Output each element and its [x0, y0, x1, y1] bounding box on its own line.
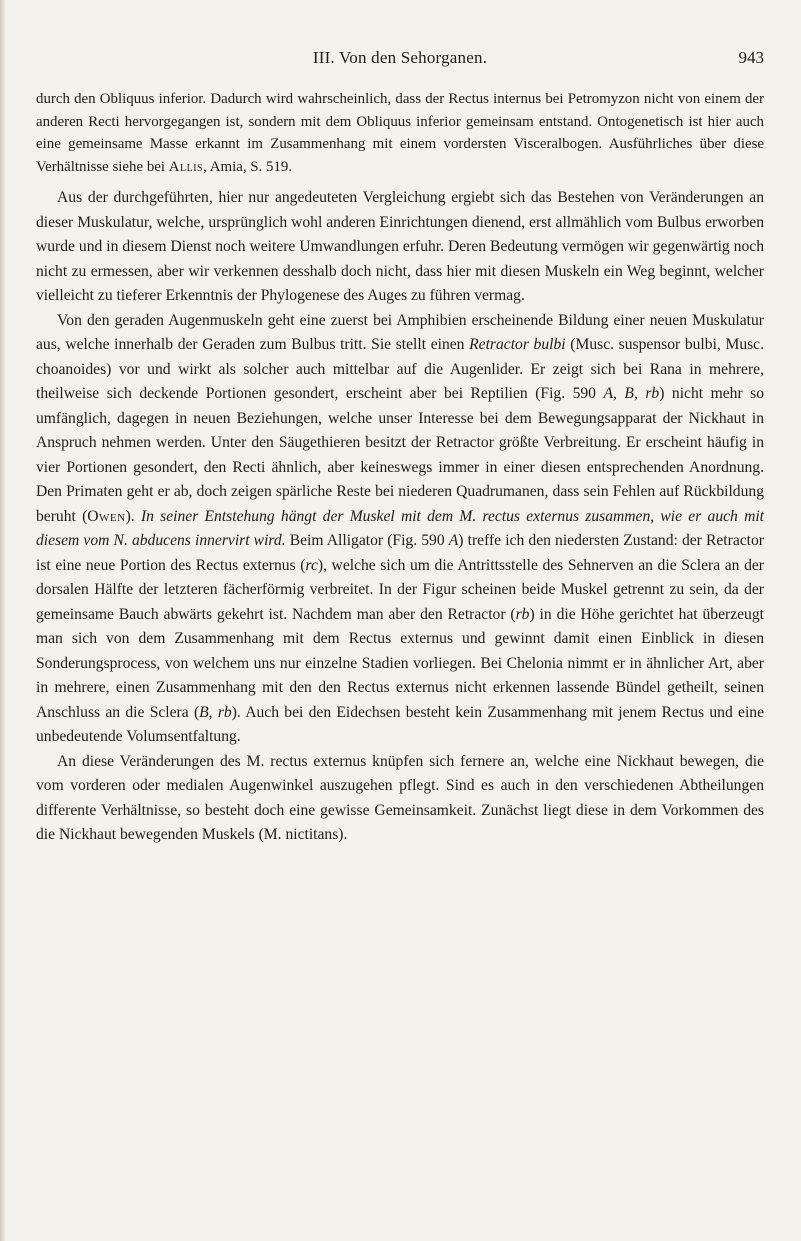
paragraph-1-text-a: durch den Obliquus inferior. Dadurch wird wahrscheinlich, dass der Rectus internus bei Petromyzon nicht von einem der anderen Recti hervorgegangen ist, sondern mit dem Obliquus inferior gemeinsam entstand. Ontogenetisch ist hier auch eine gemeinsame Masse erkannt im Zusammenhang mit einem vordersten Visceralbogen. Ausführliches über diese Verhältnisse siehe bei	[36, 91, 764, 175]
page-edge-shadow	[0, 0, 6, 1241]
paragraph-1	[36, 88, 764, 178]
p3-italic-rb: rb	[645, 385, 660, 402]
p3-text-9: ), welche sich um die Antrittsstelle des Sehnerven an die Sclera an der dorsalen Hälfte der letzteren fächerförmig verbreitet. In der Figur scheinen beide Muskel getrennt zu sein, da der gemeinsame Bauch abwärts gekehrt ist. Nachdem man aber den Retractor (	[36, 556, 764, 623]
p3-italic-rb-2: rb	[515, 605, 530, 623]
p3-text-7: Beim Alligator (Fig. 590	[285, 532, 449, 549]
p3-text-8: ) treffe ich den niedersten Zustand: der Retractor ist eine neue Portion des Rectus externus (	[36, 532, 764, 574]
p3-italic-statement: In seiner Entstehung hängt der Muskel mit dem M. rectus externus zusammen, wie er auch mit diesem vom N. abducens innervirt wird.	[36, 507, 765, 549]
p3-text-11: ,	[208, 703, 218, 721]
p3-italic-retractor-bulbi: Retractor bulbi	[469, 336, 566, 353]
p3-text-2: (Musc. suspensor bulbi, Musc. choanoides) vor und wirkt als solcher auch mittelbar auf die Augenlider. Er zeigt sich bei Rana in mehrere, theilweise sich deckende Portionen gesondert, erscheint aber bei Reptilien (Fig. 590	[36, 336, 765, 402]
p3-italic-b-2: B	[199, 703, 209, 721]
p3-italic-a-2: A	[448, 532, 459, 549]
paragraph-3	[36, 309, 764, 750]
p3-italic-a: A	[603, 385, 614, 402]
p3-italic-rc: rc	[305, 556, 318, 574]
author-owen: Owen	[87, 507, 126, 525]
body-text	[36, 88, 764, 848]
paragraph-1-text-b: , Amia, S. 519.	[203, 158, 293, 175]
p3-text-12: ). Auch bei den Eidechsen besteht kein Zusammenhang mit jenem Rectus und eine unbedeutende Volumsentfaltung.	[36, 703, 764, 745]
p3-text-4: ,	[633, 385, 646, 402]
p3-text-5: ) nicht mehr so umfänglich, dagegen in neuen Beziehungen, welche unser Interesse bei dem Bewegungsapparat der Nickhaut in Anspruch nehmen werden. Unter den Säugethieren besitzt der Retractor größte Verbreitung. Er erscheint häufig in vier Portionen gesondert, den Recti ähnlich, aber keineswegs immer in einer diesen entsprechenden Anordnung. Den Primaten geht er ab, doch zeigen spärliche Reste bei niederen Quadrumanen, dass sein Fehlen auf Rückbildung beruht (	[36, 385, 765, 525]
chapter-title: III. Von den Sehorganen.	[312, 48, 488, 67]
paragraph-2: Aus der durchgeführten, hier nur angedeuteten Vergleichung ergiebt sich das Bestehen von Veränderungen an dieser Muskulatur, welche, ursprünglich wohl anderen Einrichtungen dienend, erst allmählich vom Bulbus erworben wurde und in diesem Dienst noch weitere Umwandlungen erfuhr. Deren Bedeutung vermögen wir gegenwärtig noch nicht zu ermessen, aber wir verkennen desshalb doch nicht, dass hier mit diesen Muskeln ein Weg beginnt, welcher vielleicht zu tieferer Erkenntnis der Phylogenese des Auges zu führen vermag.	[36, 189, 764, 304]
p3-text-3: ,	[613, 385, 625, 402]
p3-text-10: ) in die Höhe gerichtet hat überzeugt man sich von dem Zusammenhang mit dem Rectus externus und gewinnt damit einen Einblick in diesen Sonderungsprocess, von welchem uns nur einzelne Stadien vorliegen. Bei Chelonia nimmt er in ähnlicher Art, aber in mehrere, einen Zusammenhang mit den den Rectus externus nicht erkennen lassende Bündel getheilt, seinen Anschluss an die Sclera (	[36, 605, 764, 721]
p3-text-1: Von den geraden Augenmuskeln geht eine zuerst bei Amphibien erscheinende Bildung einer neuen Muskulatur aus, welche innerhalb der Geraden zum Bulbus tritt. Sie stellt einen	[36, 311, 764, 353]
p3-text-6: ).	[125, 507, 141, 525]
p3-italic-b: B	[624, 385, 634, 402]
p3-italic-rb-3: rb	[217, 703, 232, 721]
running-header	[36, 46, 764, 74]
paragraph-4: An diese Veränderungen des M. rectus externus knüpfen sich fernere an, welche eine Nickhaut bewegen, die vom vorderen oder medialen Augenwinkel auszugehen pflegt. Sind es auch in den verschiedenen Abtheilungen differente Verhältnisse, so besteht doch eine gewisse Gemeinsamkeit. Zunächst liegt diese in dem Vorkommen des die Nickhaut bewegenden Muskels (M. nictitans).	[36, 752, 764, 843]
author-allis: Allis	[168, 158, 204, 175]
page-number: 943	[738, 48, 764, 67]
